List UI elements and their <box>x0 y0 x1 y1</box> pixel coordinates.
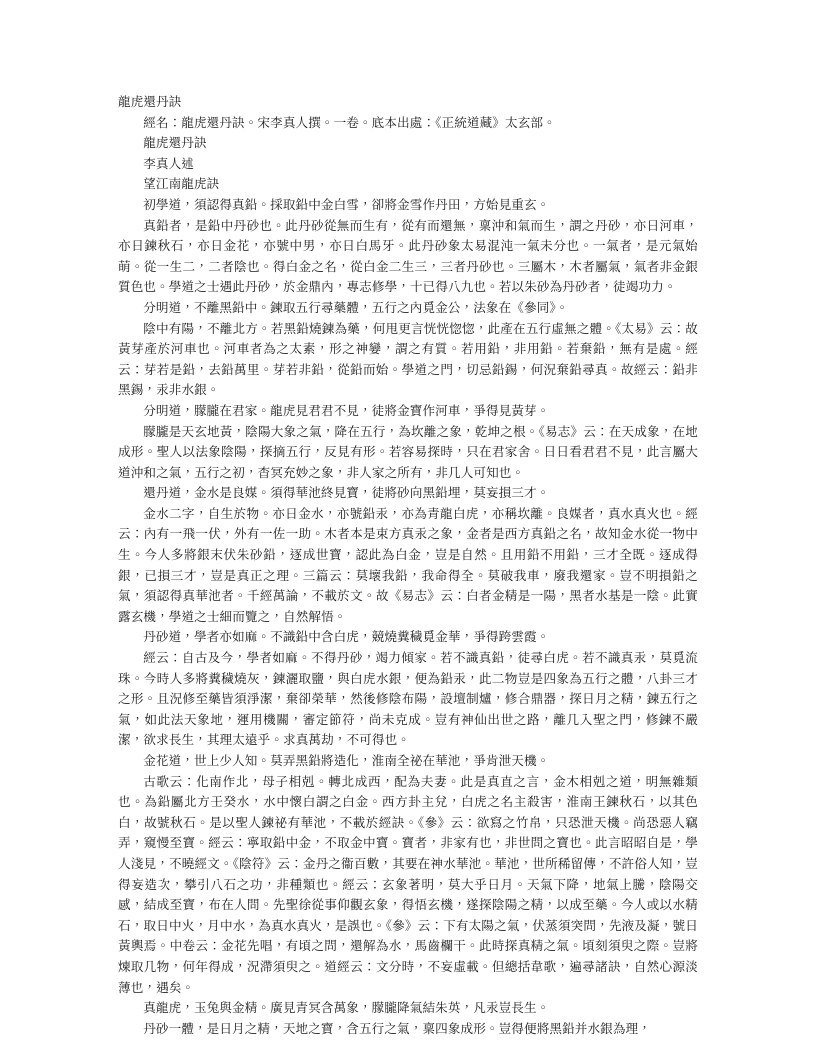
paragraph-work-title: 龍虎還丹訣 <box>143 135 207 151</box>
paragraph-comment-6: 古歌云：化南作北，母子相剋。轉北成西，配為夫妻。此是真直之言，金木相剋之道，明無雜類也。為鉛屬北方壬癸水，水中懷白謂之白金。西方卦主兌，白虎之名主殺害，淮南王鍊秋石，以其色白，故號秋石。是以聖人鍊祕有華池，不載於經訣。《參》云：欲寫之竹帛，只恐泄天機。尚恐惡人竊弄，窺慢至寶。經云：寧取鉛中金，不取金中寶。寶者，非家有也，非世問之寶也。此言昭昭自是，學人淺見，不曉經文。《陰符》云：金丹之衞百數，其要在神水華池。華池，世所稀留傳，不許俗人知，豈得妄造次，攀引八石之功，非種類也。經云：玄象著明，莫大乎日月。天氣下降，地氣上騰，陰陽交感，結成至寶，布在人問。先聖徐從事仰觀玄象，得悟玄機，遂探陰陽之精，以成至藥。今人或以水精石，取日中火，月中水，為真水真火，是誤也。《參》云：下有太陽之氣，伏蒸須突問，先液及凝，號日黃輿焉。中卷云：金花先唱，有頃之問，還解為水，馬齒欄干。此時探真精之氣。頃刻須臾之際。豈將煉取几物，何年得成，況滯須臾之。道經云：文分時，不妄虛載。但總括韋歌，遍尋諸訣，自然心源淡薄也，遇矣。 <box>118 773 698 995</box>
paragraph-verse-7: 真龍虎，玉兔與金精。廣見青冥含萬象，朦朧降氣結朱英，凡汞豈長生。 <box>143 1000 550 1016</box>
document-heading: 龍虎還丹訣 <box>118 94 182 109</box>
paragraph-section-title: 望江南龍虎訣 <box>143 176 220 192</box>
paragraph-colophon: 經名：龍虎還丹訣。宋李真人撰。一卷。底本出處：《正統道藏》太玄部。 <box>143 114 556 130</box>
paragraph-verse-6: 金花道，世上少人知。莫弄黑鉛將造化，淮南全祕在華池，爭肯泄天機。 <box>143 753 550 768</box>
paragraph-verse-1: 初學道，須認得真鉛。採取鉛中金白雪，卻將金雪作丹田，方始見重玄。 <box>143 196 550 212</box>
paragraph-author: 李真人述 <box>143 155 194 171</box>
paragraph-verse-5: 丹砂道，學者亦如麻。不識鉛中含白虎，競燒糞穢覓金華，爭得跨雲霞。 <box>143 629 550 645</box>
paragraph-verse-4: 還丹道，金水是良媒。須得華池終見寶，徒將砂向黑鉛埋，莫妄損三才。 <box>143 485 550 501</box>
paragraph-comment-7: 丹砂一體，是日月之精，天地之寶，含五行之氣，稟四象成形。豈得便將黑鉛并水銀為理， <box>143 1020 651 1036</box>
paragraph-comment-1: 真鉛者，是鉛中丹砂也。此丹砂從無而生有，從有而還無，稟沖和氣而生，謂之丹砂，亦日河車，亦日鍊秋石，亦日金花，亦號中男，亦日白馬牙。此丹砂象太易混沌一氣未分也。一氣者，是元氣始萌。從一生二，二者陰也。得白金之名，從白金二生三，三者丹砂也。三屬木，木者屬氣，氣者非金銀質色也。學道之士遇此丹砂，於金鼎內，專志修學，十已得八九也。若以朱砂為丹砂者，徒竭功力。 <box>118 217 698 295</box>
paragraph-comment-3: 朦朧是天玄地黃，陰陽大象之氣，降在五行，為坎離之象，乾坤之根。《易志》云：在天成象，在地成形。聖人以法象陰陽，探摘五行，反見有形。若容易探時，只在君家舍。日日看君君不見，此言屬大道沖和之氣，五行之初，杳冥充妙之象，非人家之所有，非几人可知也。 <box>118 423 698 480</box>
document-body <box>118 92 698 1039</box>
paragraph-comment-5: 經云：自古及今，學者如麻。不得丹砂，竭力傾家。若不識真鉛，徒尋白虎。若不識真汞，莫覓流珠。今時人多將糞穢燒灰，鍊灑取鹽，與白虎水銀，便為鉛汞，此二物豈是四象為五行之體，八卦三才之形。且況修至藥皆須淨潔，棄卻榮華，然後修陰布陽，設壇制爐，修合鼎器，探日月之精，鍊五行之氣，如此法天象地，運用機關，審定節符，尚未克成。豈有神仙出世之路，離几入聖之門，修鍊不嚴潔，欲求長生，其理太遠乎。求真萬劫，不可得也。 <box>118 650 698 748</box>
paragraph-verse-2: 分明道，不離黑鉛中。鍊取五行尋藥體，五行之內覓金公，法象在《參同》。 <box>143 299 569 315</box>
paragraph-comment-2: 陰中有陽，不離北方。若黑鉛燒鍊為藥，何甩更言恍恍惚惚，此產在五行虛無之體。《太易》云：故黃芽產於河車也。河車者為之太素，形之神孌，謂之有質。若用鉛，非用鉛。若棄鉛，無有是處。經云：芽若是鉛，去鉛萬里。芽若非鉛，從鉛而始。學道之門，切忌鉛錫，何況棄鉛尋真。故經云：鉛非黑錫，汞非水銀。 <box>118 320 698 398</box>
paragraph-comment-4: 金水二字，自生於物。亦日金水，亦號鉛汞，亦為青龍白虎，亦稱坎離。良媒者，真水真火也。經云：內有一飛一伏，外有一佐一助。木者本是束方真汞之象，金者是西方真鉛之名，故知金水從一物中生。今人多將銀末伏朱砂鉛，逐成世寶，認此為白金，豈是自然。且用鉛不用鉛，三才全既。逐成得銀，已損三才，豈是真正之理。三篇云：莫壞我鉛，我命得全。莫破我車，廢我還家。豈不明損鉛之氣，須認得真華池者。千經萬論，不載於文。故《易志》云：白者金精是一陽，黑者水基是一陰。此實露玄機，學道之士細而覽之，自然解悟。 <box>118 505 698 624</box>
paragraph-verse-3: 分明道，朦朧在君家。龍虎見君君不見，徒將金寶作河車，爭得見黃芽。 <box>143 402 550 418</box>
